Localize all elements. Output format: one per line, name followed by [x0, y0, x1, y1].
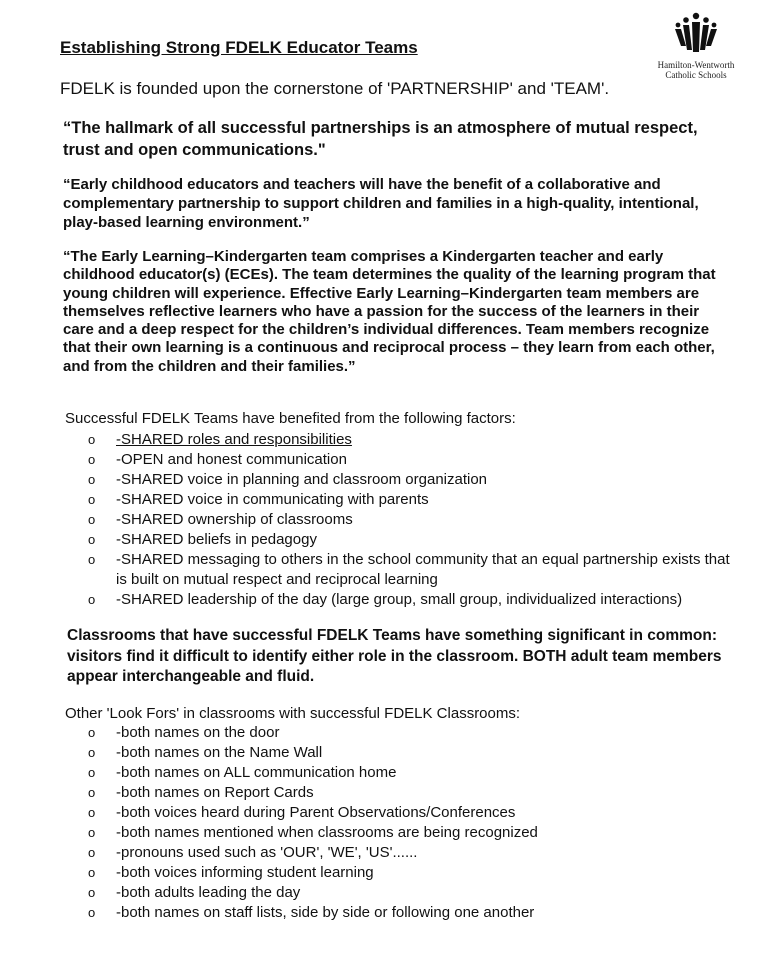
factor-text: -SHARED messaging to others in the school community that an equal partnership exists that is built on mutual respect and reciprocal learning — [116, 551, 730, 588]
bullet-icon: o — [88, 785, 96, 800]
look-for-text: -both names on the Name Wall — [116, 744, 323, 761]
bullet-icon: o — [88, 905, 96, 920]
list-item — [88, 843, 738, 863]
bullet-icon: o — [88, 825, 96, 840]
page-title: Establishing Strong FDELK Educator Teams — [60, 38, 418, 57]
bullet-icon: o — [88, 512, 96, 527]
bullet-icon: o — [88, 432, 96, 447]
list-item — [88, 510, 738, 530]
bullet-icon: o — [88, 805, 96, 820]
intro-statement: FDELK is founded upon the cornerstone of 'PARTNERSHIP' and 'TEAM'. — [60, 79, 610, 98]
figures-logo-icon — [672, 12, 720, 56]
factor-text: -SHARED ownership of classrooms — [116, 511, 353, 528]
bullet-icon: o — [88, 592, 96, 607]
factor-text: -SHARED voice in communicating with parents — [116, 491, 429, 508]
logo-org-line1: Hamilton-Wentworth — [657, 60, 735, 70]
list-item — [88, 763, 738, 783]
list-item — [88, 590, 738, 610]
list-item — [88, 783, 738, 803]
school-board-logo — [646, 12, 746, 80]
classrooms-statement: Classrooms that have successful FDELK Teams have something significant in common: visitors find it difficult to identify either role in the classroom. BOTH adult team members appear interchangeable and fluid. — [67, 627, 722, 685]
list-item — [88, 530, 738, 550]
list-item — [88, 450, 738, 470]
factor-text: -SHARED roles and responsibilities — [116, 431, 352, 448]
look-for-text: -both names mentioned when classrooms are being recognized — [116, 824, 538, 841]
look-for-text: -both names on ALL communication home — [116, 764, 397, 781]
look-for-text: -pronouns used such as 'OUR', 'WE', 'US'...... — [116, 844, 418, 861]
bullet-icon: o — [88, 552, 96, 567]
look-fors-intro: Other 'Look Fors' in classrooms with successful FDELK Classrooms: — [65, 705, 521, 722]
list-item — [88, 863, 738, 883]
look-for-text: -both voices informing student learning — [116, 864, 374, 881]
list-item — [88, 823, 738, 843]
factors-list — [88, 430, 738, 610]
bullet-icon: o — [88, 492, 96, 507]
bullet-icon: o — [88, 532, 96, 547]
quote-hallmark: “The hallmark of all successful partnerships is an atmosphere of mutual respect, trust and open communications." — [63, 119, 698, 159]
factor-text: -SHARED leadership of the day (large group, small group, individualized interactions) — [116, 591, 683, 608]
factor-text: -OPEN and honest communication — [116, 451, 347, 468]
list-item — [88, 490, 738, 510]
list-item — [88, 803, 738, 823]
look-fors-list — [88, 723, 738, 923]
look-for-text: -both adults leading the day — [116, 884, 301, 901]
bullet-icon: o — [88, 472, 96, 487]
bullet-icon: o — [88, 845, 96, 860]
list-item — [88, 723, 738, 743]
list-item — [88, 430, 738, 450]
bullet-icon: o — [88, 725, 96, 740]
quote-early-childhood: “Early childhood educators and teachers will have the benefit of a collaborative and complementary partnership to support children and families in a high-quality, intentional, play-based learning environment.” — [63, 176, 699, 231]
logo-org-line2: Catholic Schools — [665, 70, 727, 80]
list-item — [88, 550, 738, 590]
factors-intro: Successful FDELK Teams have benefited from the following factors: — [65, 410, 516, 427]
quote-team-comprises: “The Early Learning–Kindergarten team comprises a Kindergarten teacher and early childhood educator(s) (ECEs). The team determines the quality of the learning program that young children will experience. Effective Early Learning–Kindergarten team members are themselves reflective learners who have a passion for the success of the learners in their care and a deep respect for the children’s individual differences. Team members recognize that their own learning is a continuous and reciprocal process – they learn from each other, and from the children and their families.” — [63, 248, 716, 375]
bullet-icon: o — [88, 885, 96, 900]
look-for-text: -both names on staff lists, side by side or following one another — [116, 904, 535, 921]
bullet-icon: o — [88, 452, 96, 467]
factor-text: -SHARED beliefs in pedagogy — [116, 531, 317, 548]
look-for-text: -both names on the door — [116, 724, 280, 741]
list-item — [88, 743, 738, 763]
list-item — [88, 883, 738, 903]
list-item — [88, 470, 738, 490]
look-for-text: -both names on Report Cards — [116, 784, 314, 801]
factor-text: -SHARED voice in planning and classroom organization — [116, 471, 488, 488]
bullet-icon: o — [88, 765, 96, 780]
bullet-icon: o — [88, 865, 96, 880]
list-item — [88, 903, 738, 923]
look-for-text: -both voices heard during Parent Observations/Conferences — [116, 804, 516, 821]
bullet-icon: o — [88, 745, 96, 760]
